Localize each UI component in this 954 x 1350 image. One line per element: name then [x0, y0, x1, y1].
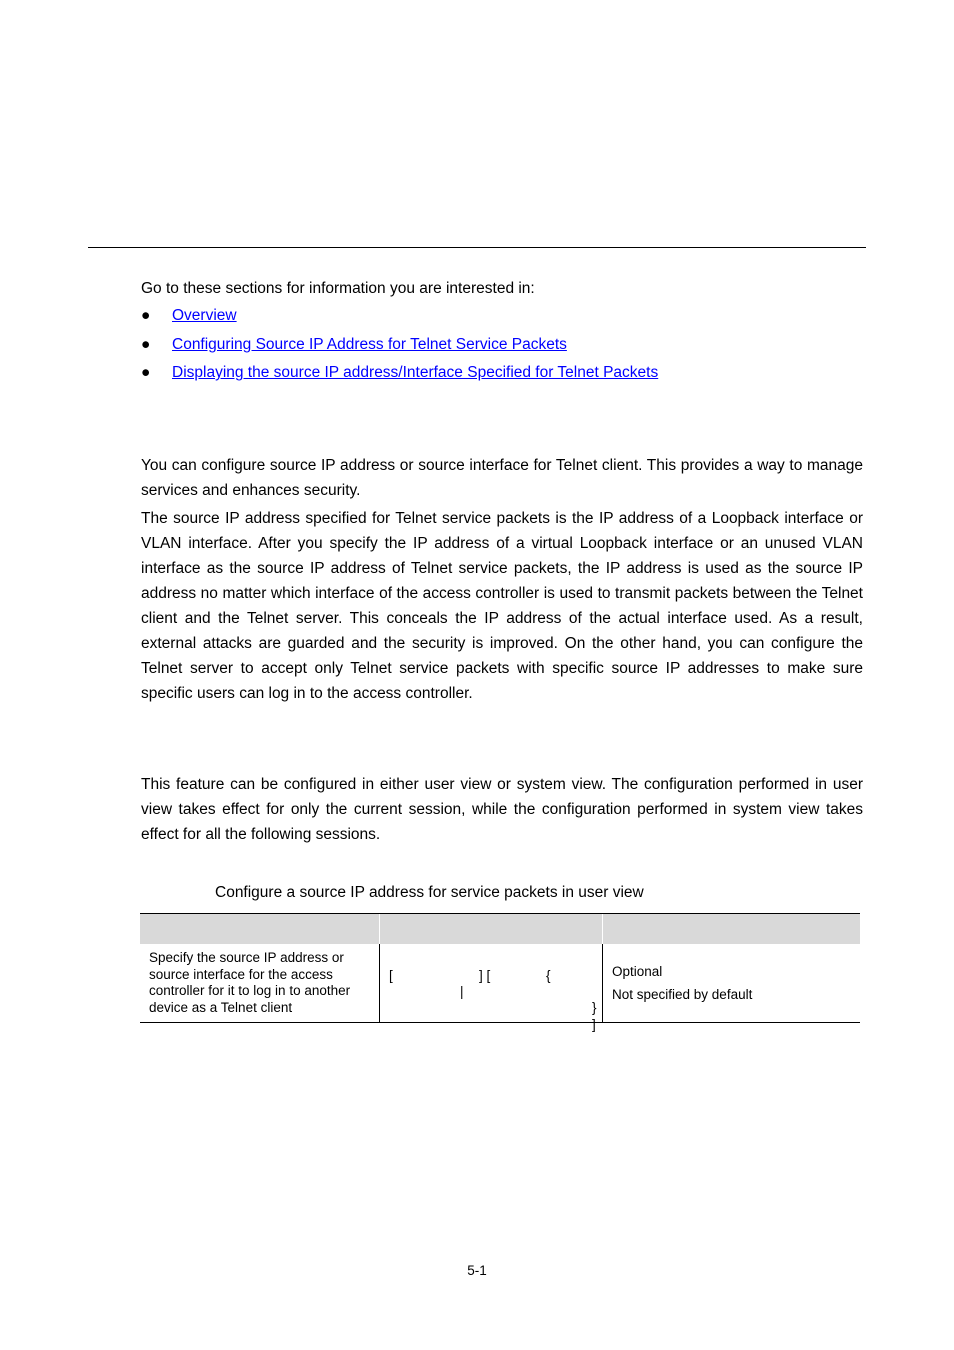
overview-paragraph-2: The source IP address specified for Telnet service packets is the IP address of a Loopback interface or VLAN interface. After you specify the IP address of a virtual Loopback interface or an unused VLAN interface as the source IP address of Telnet service packets, the IP address is used as the source IP address no matter which interface of the access controller is used to transmit packets between the Telnet client and the Telnet server. This conceals the IP address of the actual interface used. As a result, external attacks are guarded and the security is improved. On the other hand, you can configure the Telnet server to accept only Telnet service packets with specific source IP addresses to make sure specific users can log in to the access controller. [141, 510, 863, 702]
overview-paragraph-1: You can configure source IP address or source interface for Telnet client. This provides a way to manage services and enhances security. [141, 457, 863, 499]
table-header-row [140, 914, 860, 945]
header-cell [603, 914, 861, 945]
link-displaying-source-ip[interactable]: Displaying the source IP address/Interface Specified for Telnet Packets [172, 364, 659, 381]
bullet-icon: ● [141, 335, 151, 353]
command-fragment: [ [389, 968, 393, 983]
header-cell [140, 914, 380, 945]
command-fragment: ] [ [479, 968, 491, 983]
command-fragment: | [460, 984, 464, 999]
operation-cell: Specify the source IP address or source interface for the access controller for it to log in to another device as a Telnet client [140, 944, 380, 1023]
intro-text: Go to these sections for information you are interested in: [141, 280, 535, 297]
header-cell [380, 914, 603, 945]
bullet-icon: ● [141, 364, 151, 381]
command-fragment: { [546, 968, 551, 983]
table-caption: Configure a source IP address for service packets in user view [215, 884, 644, 901]
command-cell [380, 944, 603, 1032]
remark-optional: Optional [612, 964, 663, 979]
config-paragraph: This feature can be configured in either user view or system view. The configuration performed in user view takes effect for only the current session, while the configuration performed in system view takes effect for all the following sessions. [141, 776, 863, 843]
header-rule [88, 247, 866, 248]
config-table [140, 913, 860, 1032]
link-overview[interactable]: Overview [172, 307, 237, 324]
command-fragment: } ] [592, 1000, 597, 1032]
link-configuring-source-ip[interactable]: Configuring Source IP Address for Telnet Service Packets [172, 335, 567, 353]
remark-default: Not specified by default [612, 987, 753, 1002]
page-number: 5-1 [467, 1263, 487, 1278]
remarks-cell [603, 944, 861, 1023]
table-row [140, 944, 860, 1023]
bullet-icon: ● [141, 307, 151, 324]
